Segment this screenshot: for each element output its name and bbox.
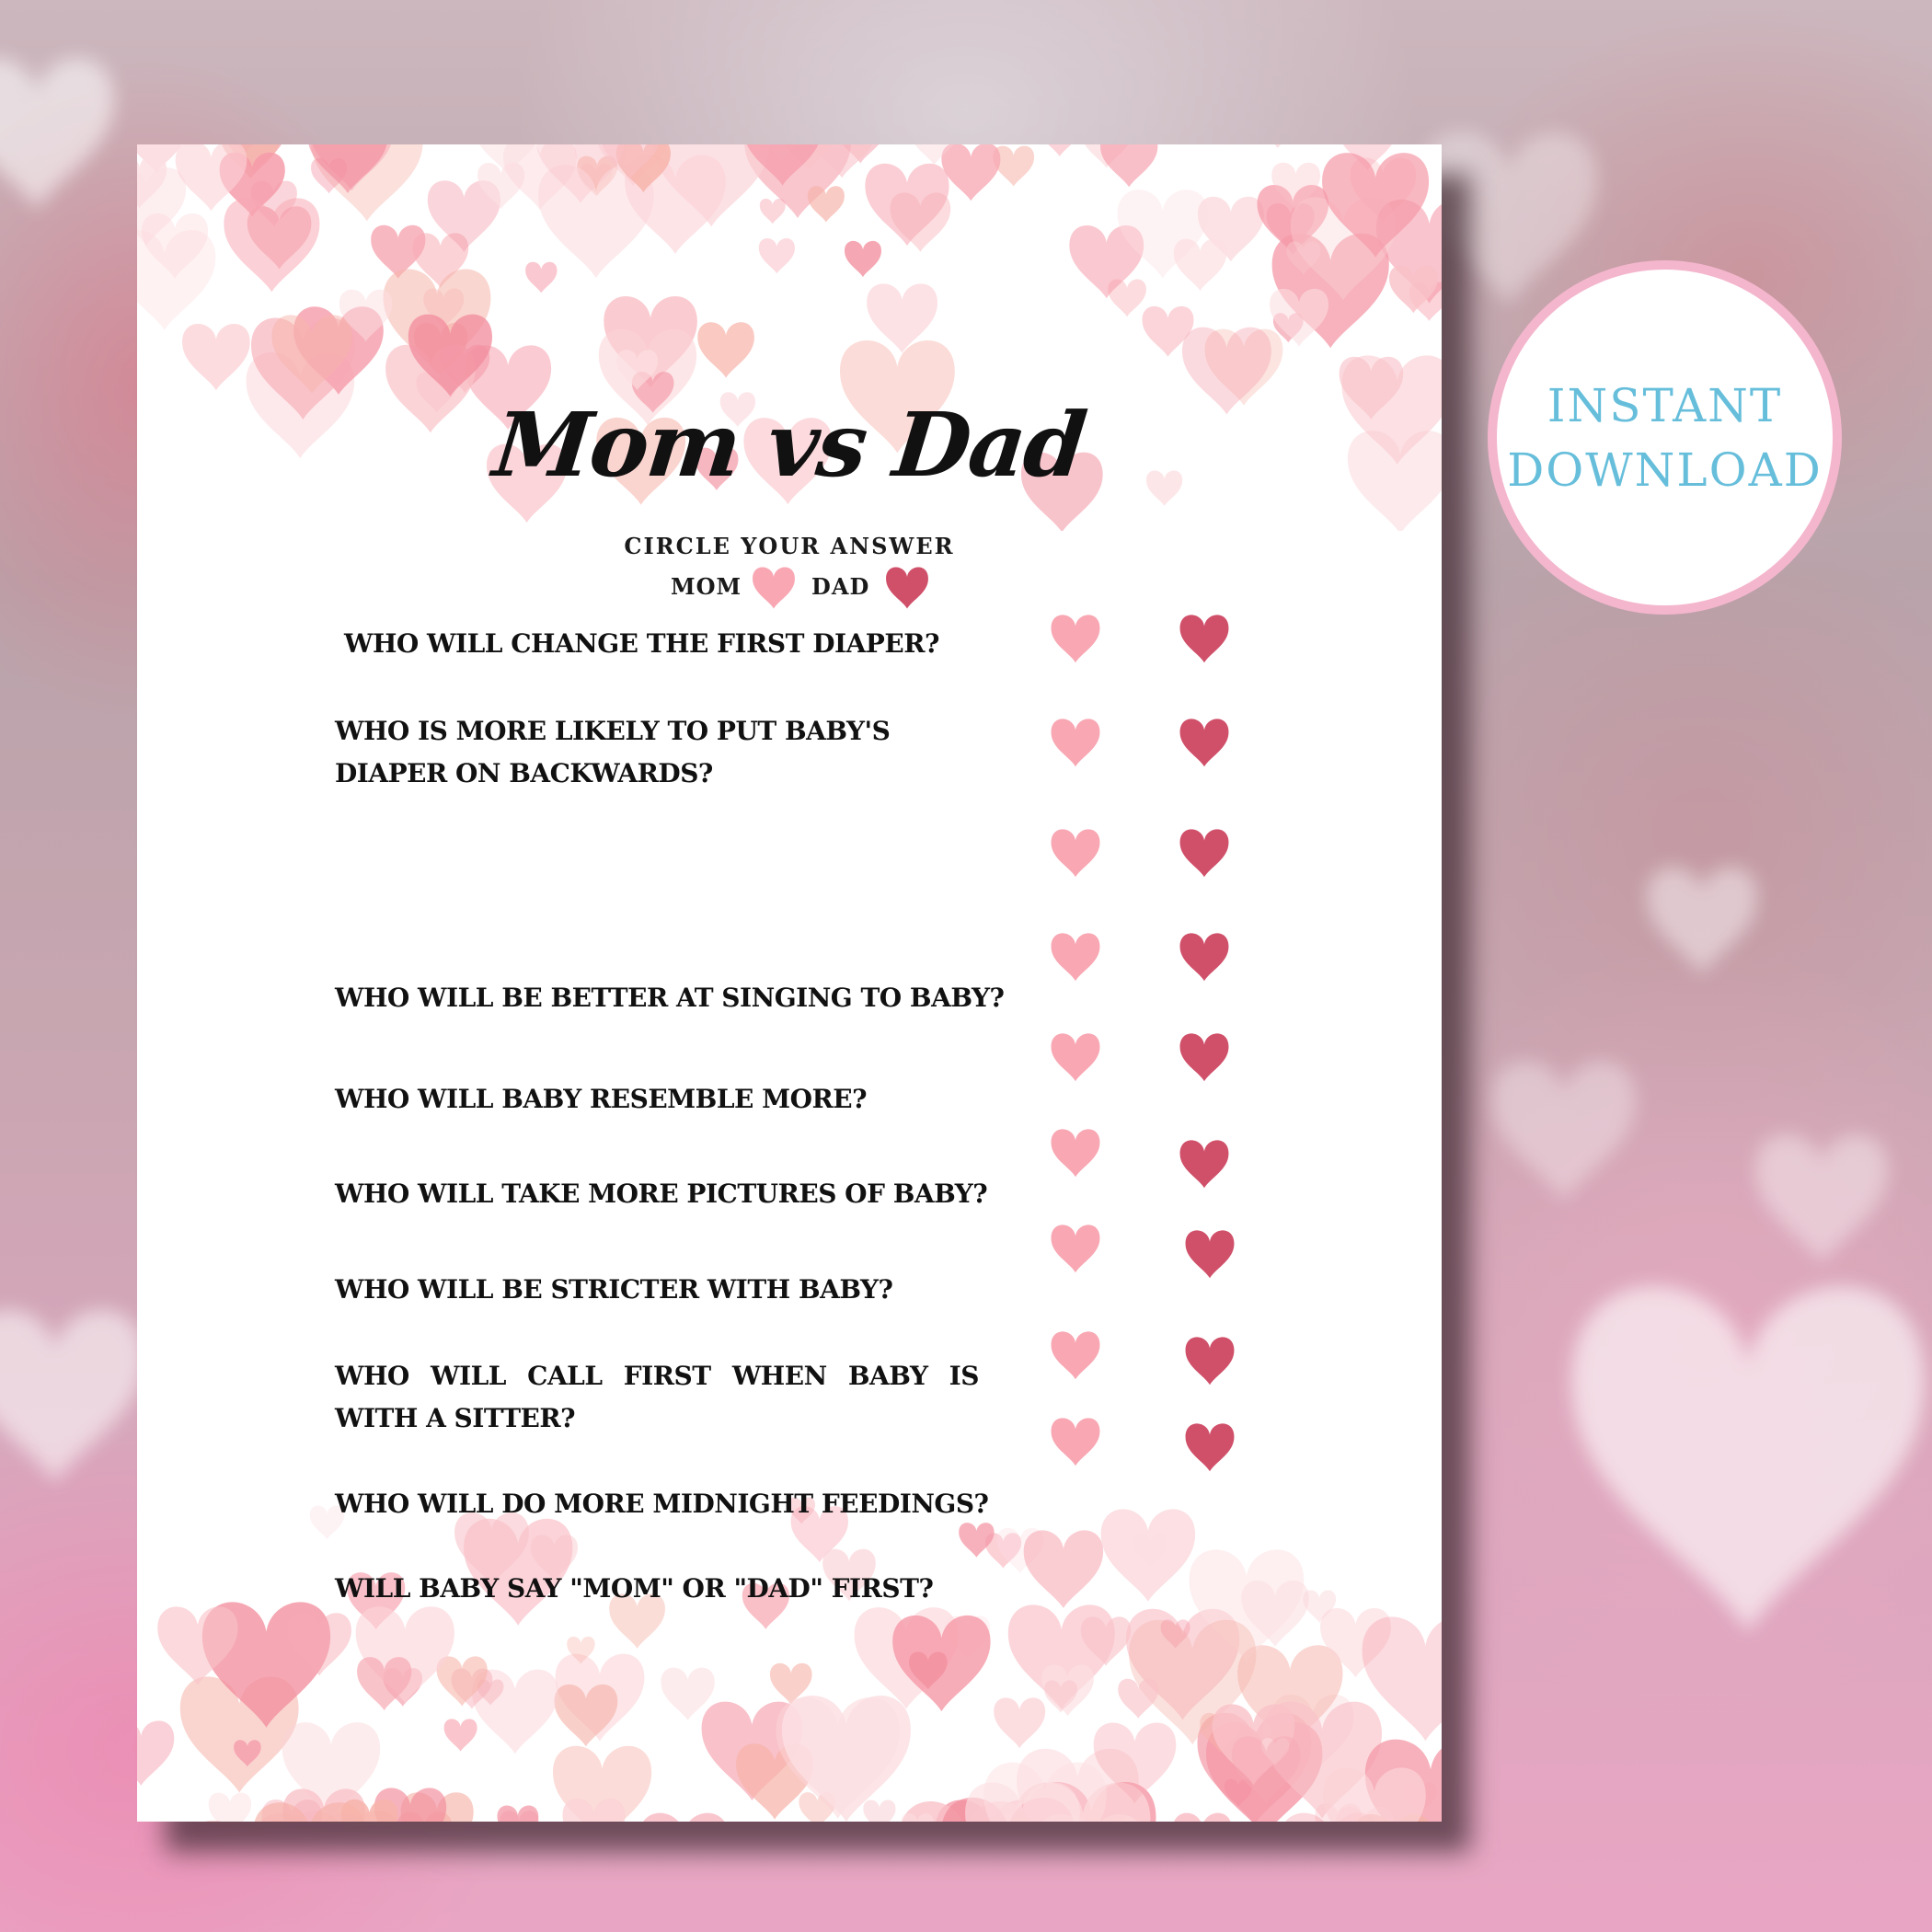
decorative-heart-icon — [1265, 144, 1291, 148]
decorative-heart-icon — [1100, 144, 1157, 187]
decorative-heart-icon — [845, 241, 881, 277]
answer-heart-mom-9[interactable] — [1045, 1412, 1106, 1467]
decorative-heart-icon — [941, 144, 1000, 201]
question-7: WHO WILL CALL FIRST WHEN BABY IS WITH A SITTER? — [335, 1361, 979, 1433]
decorative-heart-icon — [525, 262, 557, 293]
answer-heart-mom-8[interactable] — [1045, 1326, 1106, 1381]
answer-heart-dad-8[interactable] — [1179, 1331, 1240, 1386]
question-9: WILL BABY SAY "MOM" OR "DAD" FIRST? — [335, 1573, 934, 1604]
badge-line-1: INSTANT — [1547, 378, 1783, 432]
instant-download-badge — [1488, 260, 1842, 615]
answer-heart-mom-7[interactable] — [1045, 1219, 1106, 1274]
answer-heart-dad-1[interactable] — [1174, 609, 1235, 664]
answer-heart-dad-3[interactable] — [1174, 823, 1235, 879]
decorative-heart-icon — [639, 1813, 730, 1822]
question-3: WHO WILL BE BETTER AT SINGING TO BABY? — [335, 983, 1005, 1013]
answer-legend — [671, 560, 934, 612]
decorative-heart-icon — [137, 1720, 174, 1786]
decorative-heart-icon — [341, 1800, 398, 1822]
legend-mom-label: MOM — [671, 572, 742, 600]
legend-dad-label: DAD — [811, 572, 870, 600]
question-1: WHO WILL CHANGE THE FIRST DIAPER? — [344, 628, 939, 659]
decorative-heart-icon — [498, 1806, 539, 1822]
answer-heart-mom-5[interactable] — [1045, 1028, 1106, 1083]
answer-heart-mom-1[interactable] — [1045, 609, 1106, 664]
decorative-heart-icon — [697, 322, 754, 377]
heart-icon-mom — [747, 562, 800, 610]
decorative-heart-icon — [1174, 239, 1227, 291]
decorative-heart-icon — [808, 186, 845, 222]
question-6: WHO WILL BE STRICTER WITH BABY? — [335, 1274, 893, 1305]
decorative-heart-icon — [444, 1719, 477, 1751]
answer-heart-dad-4[interactable] — [1174, 927, 1235, 983]
answer-heart-mom-2[interactable] — [1045, 713, 1106, 768]
question-8: WHO WILL DO MORE MIDNIGHT FEEDINGS? — [335, 1489, 989, 1519]
decorative-heart-icon — [1173, 1813, 1232, 1822]
decorative-heart-icon — [863, 1800, 895, 1822]
question-4: WHO WILL BABY RESEMBLE MORE? — [335, 1084, 868, 1114]
answer-heart-dad-6[interactable] — [1174, 1134, 1235, 1190]
answer-heart-dad-9[interactable] — [1179, 1418, 1240, 1473]
heart-icon-dad — [880, 562, 934, 610]
answer-heart-mom-6[interactable] — [1045, 1123, 1106, 1179]
game-sheet — [137, 144, 1442, 1822]
decorative-heart-icon — [1024, 1530, 1103, 1608]
decorative-heart-icon — [1035, 144, 1084, 156]
page-title: Mom vs Dad — [489, 393, 1090, 497]
decorative-heart-icon — [760, 199, 786, 224]
badge-line-2: DOWNLOAD — [1507, 443, 1823, 497]
answer-heart-dad-7[interactable] — [1179, 1225, 1240, 1280]
question-5: WHO WILL TAKE MORE PICTURES OF BABY? — [335, 1179, 988, 1209]
instruction-text: CIRCLE YOUR ANSWER — [624, 533, 955, 559]
answer-heart-dad-2[interactable] — [1174, 713, 1235, 768]
decorative-heart-icon — [759, 238, 795, 273]
answer-heart-dad-5[interactable] — [1174, 1028, 1235, 1083]
decorative-heart-icon — [994, 1697, 1045, 1748]
answer-heart-mom-4[interactable] — [1045, 927, 1106, 983]
question-2: WHO IS MORE LIKELY TO PUT BABY'S DIAPER ON BACKWARDS? — [335, 716, 891, 788]
decorative-heart-icon — [209, 1793, 251, 1822]
decorative-heart-icon — [182, 324, 250, 390]
answer-heart-mom-3[interactable] — [1045, 823, 1106, 879]
